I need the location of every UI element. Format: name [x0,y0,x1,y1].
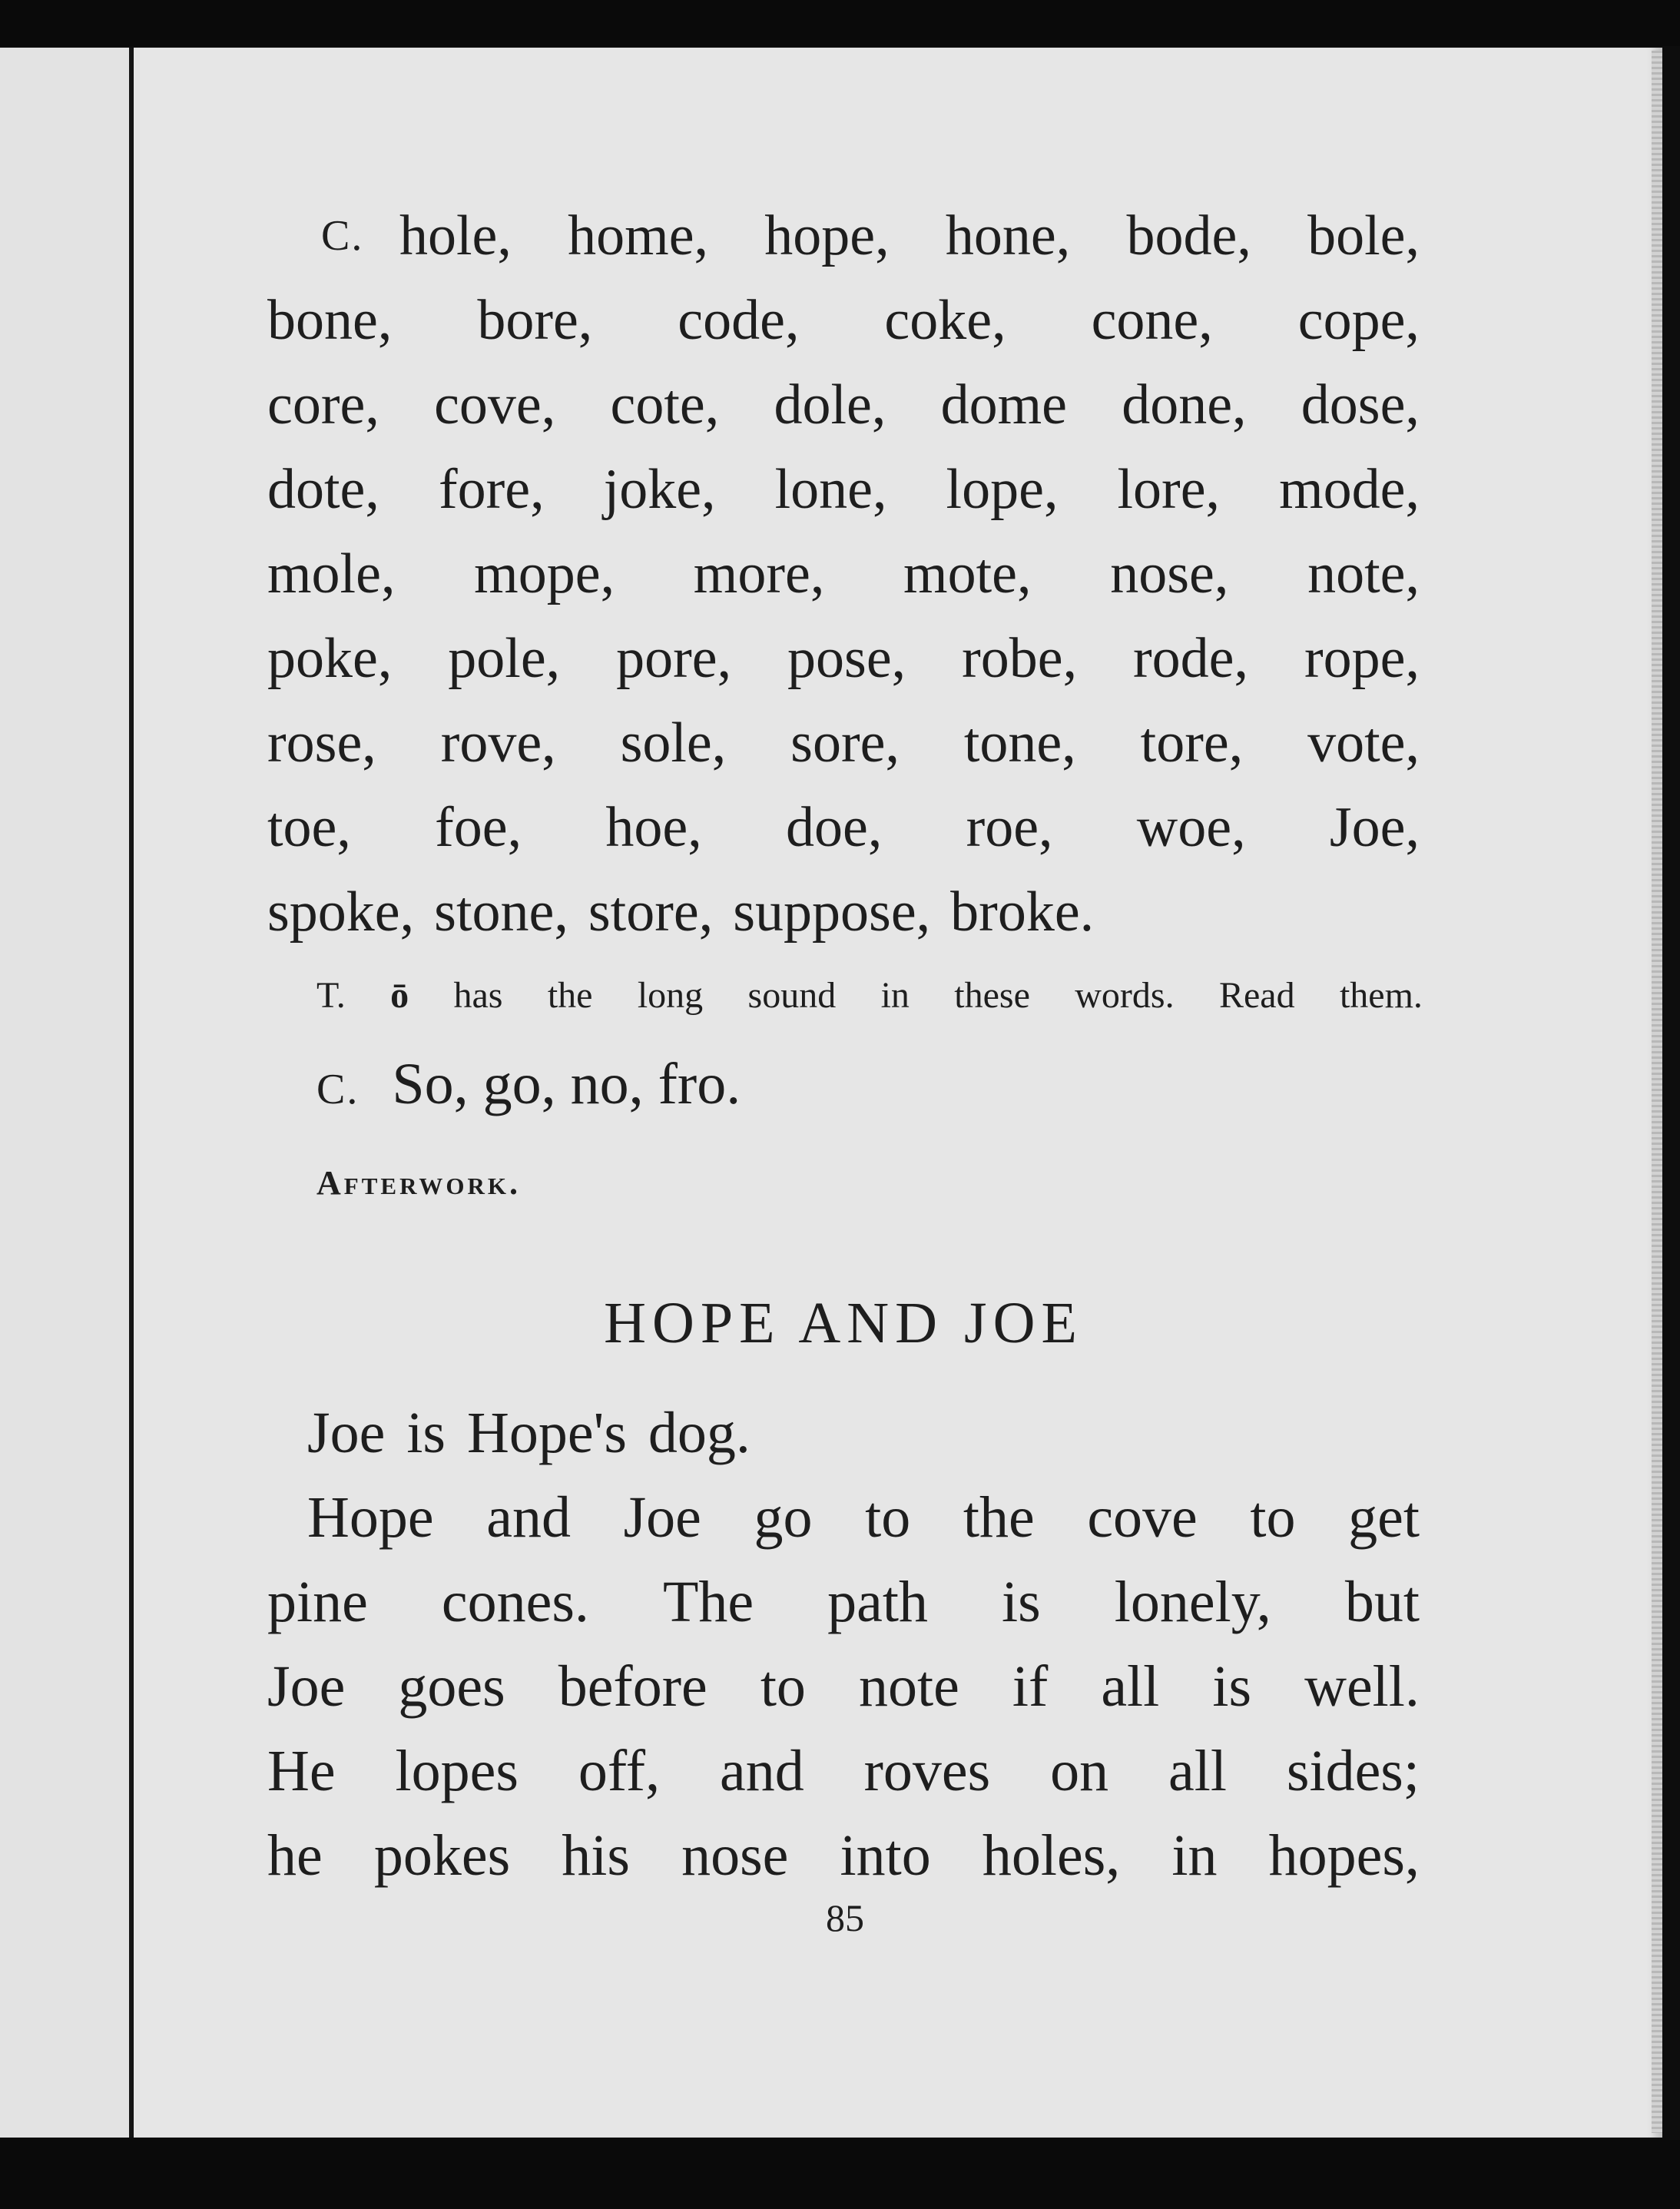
word: sole, [620,711,727,774]
story-word: well. [1304,1654,1420,1719]
story-word: is [406,1401,446,1465]
teacher-word: these [954,975,1030,1016]
story-line [267,1729,1420,1813]
story-word: all [1101,1654,1160,1719]
word: rode, [1133,627,1249,690]
story-word: is [1002,1570,1041,1634]
word: bore, [477,289,593,352]
story-word: dog. [648,1401,751,1465]
word-list-line [267,455,1420,524]
story-word: to [1250,1485,1296,1550]
word: hone, [945,204,1071,267]
word: joke, [603,458,716,521]
scan-bottom-border [0,2140,1680,2209]
teacher-word: long [637,975,704,1016]
word: stone, [434,881,568,944]
story-word: note [858,1654,959,1719]
word-list-line [267,877,1420,947]
story-word: get [1348,1485,1420,1550]
story-word: pokes [373,1823,511,1888]
word: note, [1307,542,1420,605]
word: rose, [267,711,376,774]
word: roe, [966,796,1053,859]
story-word: He [267,1739,336,1803]
story-word: his [562,1823,630,1888]
story-word: is [1212,1654,1252,1719]
page-stack-edge [1652,51,1662,2133]
word-list-line [267,624,1420,693]
word-list-line [267,539,1420,609]
word: mode, [1279,458,1420,521]
word-list-line [267,370,1420,439]
word: vote, [1307,711,1420,774]
story-word: goes [398,1654,505,1719]
word: broke. [950,881,1095,944]
left-page-edge [0,48,133,2138]
word: bone, [267,289,393,352]
word: doe, [785,796,883,859]
word: cope, [1297,289,1420,352]
story-word: all [1168,1739,1227,1803]
story-word: the [963,1485,1035,1550]
teacher-label: T. [316,975,346,1016]
word-list-line [267,793,1420,862]
word: bode, [1126,204,1251,267]
story-word: cones. [441,1570,589,1634]
word: hope, [764,204,890,267]
afterwork-heading: Afterwork. [316,1164,521,1202]
teacher-word: them. [1339,975,1423,1016]
child-label: C. [321,212,364,260]
word: store, [588,881,714,944]
word: woe, [1136,796,1246,859]
word: rove, [440,711,556,774]
child-response-text: So, go, no, fro. [392,1052,741,1116]
teacher-instruction [316,973,1423,1019]
story-word: Joe [623,1485,701,1550]
story-word: to [760,1654,806,1719]
word: dome [940,373,1067,436]
story-word: Joe [267,1654,346,1719]
word: spoke, [267,881,415,944]
word: tore, [1140,711,1244,774]
teacher-word: in [880,975,910,1016]
story-word: Hope [307,1485,434,1550]
story-word: and [719,1739,804,1803]
story-word: hopes, [1268,1823,1420,1888]
word: mope, [474,542,615,605]
story-word: before [558,1654,707,1719]
teacher-word: has [453,975,503,1016]
word-list-line [267,201,1420,270]
word: poke, [267,627,393,690]
word: pore, [616,627,732,690]
word: nose, [1110,542,1229,605]
story-line [267,1560,1420,1644]
story-word: to [865,1485,911,1550]
word: sore, [790,711,900,774]
word: pole, [448,627,561,690]
word: core, [267,373,379,436]
story-word: go [754,1485,813,1550]
word: cone, [1091,289,1213,352]
story-word: path [827,1570,929,1634]
word: mole, [267,542,396,605]
story-word: Hope's [467,1401,627,1465]
story-line [267,1391,1420,1475]
word: hoe, [605,796,702,859]
scan-top-border [0,0,1680,46]
word: lore, [1117,458,1221,521]
story-word: lonely, [1114,1570,1271,1634]
word: mote, [903,542,1032,605]
word: fore, [438,458,545,521]
story-word: off, [578,1739,661,1803]
word: done, [1122,373,1247,436]
story-word: pine [267,1570,368,1634]
word-list-line [267,708,1420,778]
story-word: nose [681,1823,789,1888]
word: toe, [267,796,351,859]
word: dose, [1301,373,1420,436]
page-number: 85 [826,1896,864,1939]
teacher-word: words. [1075,975,1175,1016]
story-word: in [1171,1823,1218,1888]
word: dole, [774,373,886,436]
word: more, [693,542,825,605]
story-word: The [662,1570,754,1634]
story-line [267,1813,1420,1898]
story-word: cove [1087,1485,1198,1550]
story-text [267,1391,1420,1898]
word: cote, [610,373,720,436]
story-word: into [840,1823,931,1888]
word: bole, [1307,204,1420,267]
word: code, [678,289,800,352]
story-word: holes, [982,1823,1121,1888]
story-line [267,1644,1420,1729]
word: dote, [267,458,379,521]
teacher-word: the [547,975,593,1016]
word: coke, [884,289,1006,352]
word: Joe, [1329,796,1420,859]
word: lope, [946,458,1059,521]
child-response-line [316,1050,741,1124]
word: foe, [435,796,522,859]
word-list-line [267,286,1420,355]
story-word: and [486,1485,571,1550]
teacher-word: Read [1218,975,1295,1016]
teacher-word: sound [747,975,837,1016]
word: tone, [963,711,1076,774]
story-line [267,1475,1420,1560]
word: hole, [399,204,512,267]
word: rope, [1304,627,1420,690]
word: robe, [962,627,1078,690]
story-word: but [1344,1570,1420,1634]
story-word: if [1012,1654,1049,1719]
word: suppose, [733,881,931,944]
story-word: he [267,1823,323,1888]
story-word: lopes [395,1739,519,1803]
story-word: roves [863,1739,991,1803]
word: pose, [787,627,906,690]
teacher-word: ō [390,975,409,1016]
story-word: sides; [1286,1739,1420,1803]
word: cove, [434,373,556,436]
word: lone, [774,458,887,521]
child-label: C. [316,1066,360,1113]
story-title: HOPE AND JOE [604,1291,1083,1355]
story-word: on [1050,1739,1109,1803]
story-word: Joe [307,1401,386,1465]
word: home, [568,204,709,267]
